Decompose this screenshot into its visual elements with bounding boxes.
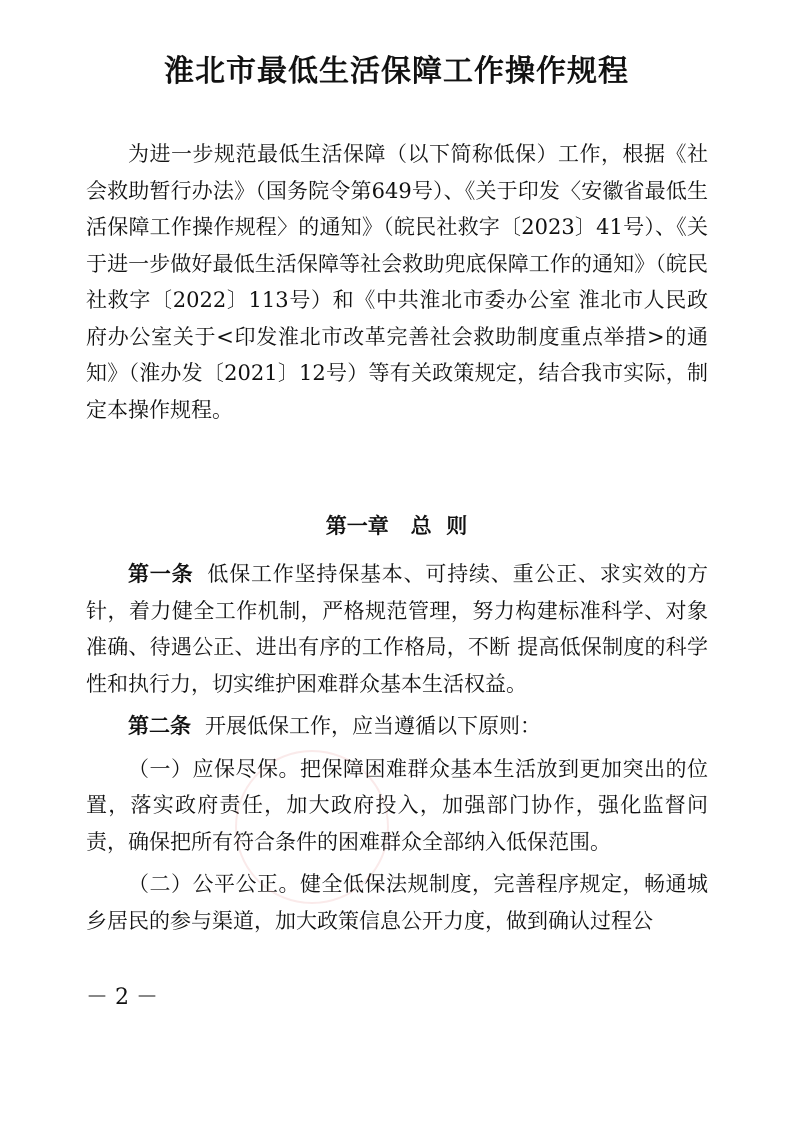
principle-2: （二）公平公正。健全低保法规制度，完善程序规定，畅通城乡居民的参与渠道，加大政策信息公开力度，做到确认过程公 <box>86 872 708 933</box>
chapter-heading: 第一章 总 则 <box>325 514 468 538</box>
article-2-text: 开展低保工作，应当遵循以下原则： <box>205 714 541 738</box>
page-number: － 2 － <box>86 985 158 1010</box>
article-section <box>86 556 708 945</box>
article-2-label: 第二条 <box>128 714 191 738</box>
article-1-text: 低保工作坚持保基本、可持续、重公正、求实效的方针，着力健全工作机制，严格规范管理，努力构建标准科学、对象准确、待遇公正、进出有序的工作格局，不断 提高低保制度的科学性和执行力，切实维护困难群众基本生活权益。 <box>86 562 709 696</box>
article-1 <box>86 556 708 702</box>
document-title: 淮北市最低生活保障工作操作规程 <box>164 54 629 89</box>
principle-1: （一）应保尽保。把保障困难群众基本生活放到更加突出的位置，落实政府责任，加大政府投入，加强部门协作，强化监督问责，确保把所有符合条件的困难群众全部纳入低保范围。 <box>86 756 708 854</box>
preamble-paragraph: 为进一步规范最低生活保障（以下简称低保）工作，根据《社会救助暂行办法》（国务院令第649号）、《关于印发〈安徽省最低生活保障工作操作规程〉的通知》（皖民社救字〔2023〕41号）、《关于进一步做好最低生活保障等社会救助兜底保障工作的通知》（皖民社救字〔2022〕113号）和《中共淮北市委办公室 淮北市人民政府办公室关于<印发淮北市改革完善社会救助制度重点举措>的通知》（淮办发〔2021〕12号）等有关政策规定，结合我市实际，制定本操作规程。 <box>86 142 708 422</box>
article-1-label: 第一条 <box>128 562 194 586</box>
article-2 <box>86 708 708 745</box>
